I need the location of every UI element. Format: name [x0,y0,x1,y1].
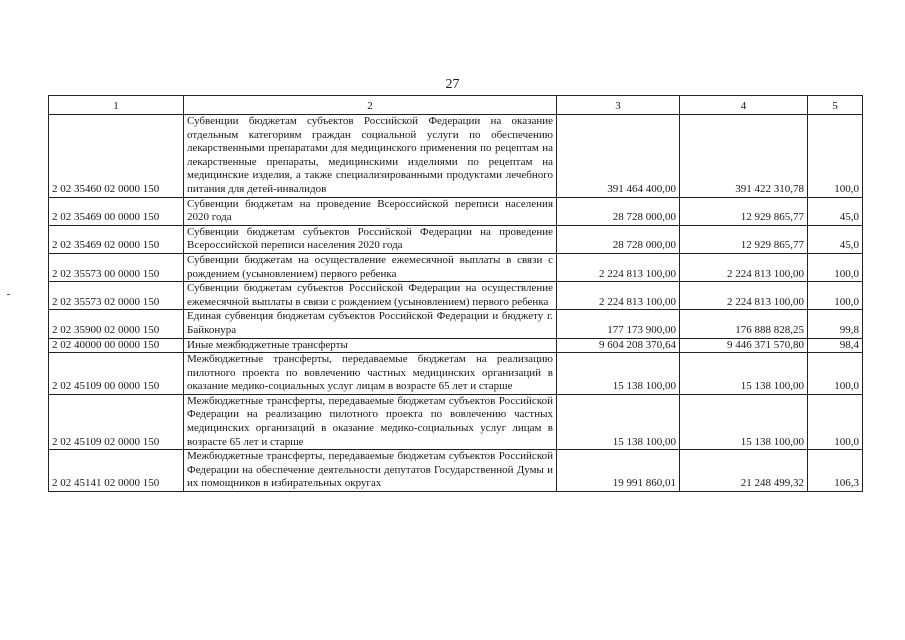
description-cell: Иные межбюджетные трансферты [184,338,557,353]
budget-code-cell: 2 02 35900 02 0000 150 [49,310,184,338]
executed-amount-cell: 176 888 828,25 [680,310,808,338]
table-row [49,282,863,310]
percent-cell: 100,0 [808,353,863,395]
header-col-4: 4 [680,96,808,115]
approved-amount-cell: 2 224 813 100,00 [557,282,680,310]
table-row [49,310,863,338]
table-body [49,115,863,492]
approved-amount-cell: 9 604 208 370,64 [557,338,680,353]
percent-cell: 100,0 [808,282,863,310]
budget-code-cell: 2 02 35469 02 0000 150 [49,225,184,253]
description-cell: Субвенции бюджетам субъектов Российской Федерации на проведение Всероссийской переписи населения 2020 года [184,225,557,253]
table-row [49,450,863,492]
description-cell: Межбюджетные трансферты, передаваемые бюджетам субъектов Российской Федерации на реализацию пилотного проекта по вовлечению частных медицинских организаций в оказание медико-социальных услуг лицам в возрасте 65 лет и старше [184,394,557,449]
header-col-2: 2 [184,96,557,115]
executed-amount-cell: 12 929 865,77 [680,225,808,253]
percent-cell: 100,0 [808,253,863,281]
description-cell: Межбюджетные трансферты, передаваемые бюджетам на реализацию пилотного проекта по вовлечению частных медицинских организаций в оказание медико-социальных услуг лицам в возрасте 65 лет и старше [184,353,557,395]
executed-amount-cell: 21 248 499,32 [680,450,808,492]
table-row [49,253,863,281]
description-cell: Субвенции бюджетам на осуществление ежемесячной выплаты в связи с рождением (усыновлением) первого ребенка [184,253,557,281]
budget-code-cell: 2 02 35573 00 0000 150 [49,253,184,281]
percent-cell: 100,0 [808,115,863,198]
percent-cell: 98,4 [808,338,863,353]
header-col-5: 5 [808,96,863,115]
approved-amount-cell: 2 224 813 100,00 [557,253,680,281]
percent-cell: 45,0 [808,197,863,225]
budget-code-cell: 2 02 35573 02 0000 150 [49,282,184,310]
budget-code-cell: 2 02 45109 02 0000 150 [49,394,184,449]
header-row [49,96,863,115]
budget-code-cell: 2 02 45141 02 0000 150 [49,450,184,492]
budget-code-cell: 2 02 45109 00 0000 150 [49,353,184,395]
percent-cell: 45,0 [808,225,863,253]
approved-amount-cell: 15 138 100,00 [557,353,680,395]
approved-amount-cell: 19 991 860,01 [557,450,680,492]
description-cell: Единая субвенция бюджетам субъектов Российской Федерации и бюджету г. Байконура [184,310,557,338]
executed-amount-cell: 391 422 310,78 [680,115,808,198]
executed-amount-cell: 15 138 100,00 [680,394,808,449]
executed-amount-cell: 2 224 813 100,00 [680,282,808,310]
budget-code-cell: 2 02 40000 00 0000 150 [49,338,184,353]
table-row [49,225,863,253]
table-row [49,197,863,225]
header-col-1: 1 [49,96,184,115]
percent-cell: 106,3 [808,450,863,492]
page-number: 27 [445,77,460,92]
description-cell: Субвенции бюджетам на проведение Всероссийской переписи населения 2020 года [184,197,557,225]
budget-table [48,95,863,492]
approved-amount-cell: 391 464 400,00 [557,115,680,198]
table-row [49,394,863,449]
approved-amount-cell: 28 728 000,00 [557,225,680,253]
table-row [49,353,863,395]
percent-cell: 99,8 [808,310,863,338]
executed-amount-cell: 9 446 371 570,80 [680,338,808,353]
scan-mark [7,294,10,295]
table-row [49,338,863,353]
description-cell: Субвенции бюджетам субъектов Российской Федерации на осуществление ежемесячной выплаты в связи с рождением (усыновлением) первого ребенка [184,282,557,310]
approved-amount-cell: 15 138 100,00 [557,394,680,449]
table-header [49,96,863,115]
percent-cell: 100,0 [808,394,863,449]
description-cell: Межбюджетные трансферты, передаваемые бюджетам субъектов Российской Федерации на обеспечение деятельности депутатов Государственной Думы и их помощников в избирательных округах [184,450,557,492]
header-col-3: 3 [557,96,680,115]
executed-amount-cell: 12 929 865,77 [680,197,808,225]
budget-code-cell: 2 02 35469 00 0000 150 [49,197,184,225]
executed-amount-cell: 15 138 100,00 [680,353,808,395]
executed-amount-cell: 2 224 813 100,00 [680,253,808,281]
approved-amount-cell: 177 173 900,00 [557,310,680,338]
table-row [49,115,863,198]
approved-amount-cell: 28 728 000,00 [557,197,680,225]
budget-code-cell: 2 02 35460 02 0000 150 [49,115,184,198]
description-cell: Субвенции бюджетам субъектов Российской Федерации на оказание отдельным категориям граждан социальной услуги по обеспечению лекарственными препаратами для медицинского применения по рецептам на лекарственные препараты, медицинскими изделиями по рецептам на медицинские изделия, а также специализированными продуктами лечебного питания для детей-инвалидов [184,115,557,198]
